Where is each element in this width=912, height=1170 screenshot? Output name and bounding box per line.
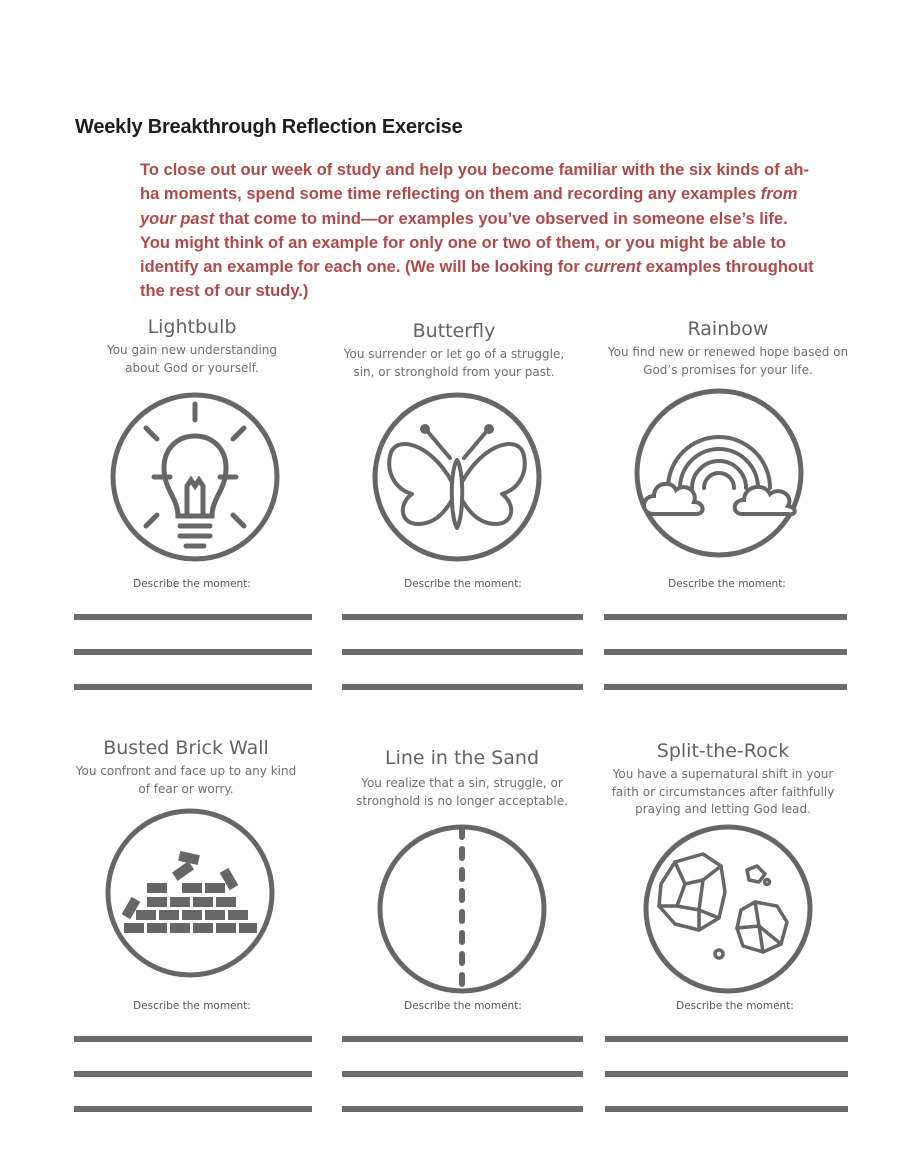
intro-emphasis-2: current [584, 258, 642, 277]
answer-line[interactable] [605, 1071, 848, 1077]
answer-line[interactable] [342, 614, 583, 620]
answer-line[interactable] [74, 684, 312, 690]
answer-line[interactable] [74, 1106, 312, 1112]
intro-text-2: that come to mind—or examples you’ve observed in someone else’s life. You might think of an example for only one or two of them, or you might be able to identify an example for each one. (We will be looking for [140, 209, 788, 277]
intro-emphasis-1: from your past [140, 185, 798, 228]
answer-line[interactable] [605, 1036, 848, 1042]
moment-card-butterfly [324, 320, 584, 381]
moment-description: You find new or renewed hope based on God’s promises for your life. [607, 345, 849, 377]
answer-line[interactable] [342, 1071, 583, 1077]
describe-label: Describe the moment: [668, 578, 786, 590]
answer-line[interactable] [74, 614, 312, 620]
moment-name: Butterfly [412, 320, 496, 342]
describe-label: Describe the moment: [676, 1000, 794, 1012]
intro-text-1: To close out our week of study and help you become familiar with the six kinds of ah-ha moments, spend some time reflecting on them and recording any examples [140, 161, 809, 204]
describe-label: Describe the moment: [404, 1000, 522, 1012]
moment-name: Busted Brick Wall [103, 737, 269, 759]
lightbulb-icon [108, 390, 282, 564]
answer-line[interactable] [342, 649, 583, 655]
page-title: Weekly Breakthrough Reflection Exercise [75, 116, 463, 138]
moment-description: You confront and face up to any kind of fear or worry. [75, 764, 297, 796]
describe-label: Describe the moment: [133, 1000, 251, 1012]
moment-card-line-in-the-sand [332, 747, 592, 810]
describe-label: Describe the moment: [404, 578, 522, 590]
answer-line[interactable] [605, 1106, 848, 1112]
intro-text-3: examples throughout the rest of our study.) [140, 258, 814, 301]
answer-line[interactable] [604, 614, 847, 620]
moment-description: You gain new understanding about God or yourself. [106, 343, 278, 375]
moment-name: Rainbow [687, 318, 769, 340]
moment-name: Lightbulb [147, 316, 237, 338]
line-in-sand-icon [375, 822, 549, 996]
rainbow-icon [632, 386, 806, 560]
answer-line[interactable] [342, 1036, 583, 1042]
answer-line[interactable] [74, 649, 312, 655]
moment-card-rainbow [598, 318, 858, 379]
answer-line[interactable] [342, 1106, 583, 1112]
answer-line[interactable] [342, 684, 583, 690]
split-rock-icon [641, 822, 815, 996]
answer-line[interactable] [74, 1036, 312, 1042]
answer-line[interactable] [604, 684, 847, 690]
moment-card-split-the-rock [593, 740, 853, 819]
intro-paragraph [140, 158, 820, 304]
butterfly-icon [370, 390, 544, 564]
moment-card-lightbulb [62, 316, 322, 377]
moment-description: You have a supernatural shift in your faith or circumstances after faithfully praying and letting God lead. [611, 767, 835, 816]
moment-description: You surrender or let go of a struggle, sin, or stronghold from your past. [343, 347, 565, 379]
answer-line[interactable] [74, 1071, 312, 1077]
describe-label: Describe the moment: [133, 578, 251, 590]
moment-name: Split-the-Rock [656, 740, 790, 762]
moment-description: You realize that a sin, struggle, or stronghold is no longer acceptable. [356, 776, 568, 808]
moment-name: Line in the Sand [384, 747, 540, 769]
brick-wall-icon [103, 806, 277, 980]
moment-card-busted-brick-wall [56, 737, 316, 798]
answer-line[interactable] [604, 649, 847, 655]
